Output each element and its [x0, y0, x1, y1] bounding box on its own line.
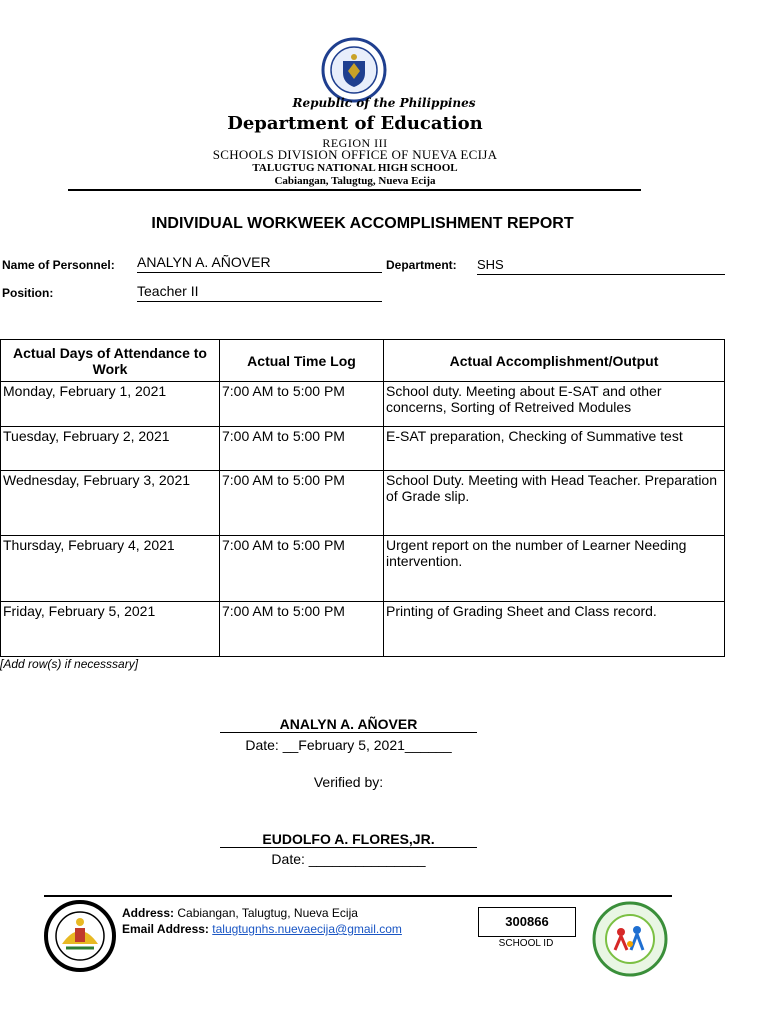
school-id-label: SCHOOL ID	[498, 938, 554, 949]
table-header-row	[1, 340, 725, 382]
republic-heading: Republic of the Philippines	[292, 96, 476, 110]
footer-divider	[44, 895, 672, 897]
time-cell: 7:00 AM to 5:00 PM	[220, 382, 384, 427]
table-row	[1, 536, 725, 602]
day-cell: Wednesday, February 3, 2021	[1, 471, 220, 536]
day-cell: Thursday, February 4, 2021	[1, 536, 220, 602]
school-heading: TALUGTUG NATIONAL HIGH SCHOOL	[252, 162, 458, 174]
deped-heading: Department of Education	[227, 113, 483, 134]
position-value: Teacher II	[137, 284, 382, 302]
department-value: SHS	[477, 257, 725, 275]
header-days: Actual Days of Attendance to Work	[1, 340, 220, 382]
footer-email-link[interactable]: talugtugnhs.nuevaecija@gmail.com	[212, 922, 402, 936]
accomplishment-table	[0, 339, 725, 657]
footer-address	[122, 906, 358, 920]
time-cell: 7:00 AM to 5:00 PM	[220, 602, 384, 657]
child-friendly-schools-logo	[591, 900, 669, 978]
footer-address-value: Cabiangan, Talugtug, Nueva Ecija	[177, 906, 358, 920]
verifier-name: EUDOLFO A. FLORES,JR.	[220, 831, 477, 848]
table-row	[1, 602, 725, 657]
output-cell: Printing of Grading Sheet and Class record.	[384, 602, 725, 657]
header-time-log: Actual Time Log	[220, 340, 384, 382]
output-cell: E-SAT preparation, Checking of Summative test	[384, 427, 725, 471]
preparer-name: ANALYN A. AÑOVER	[220, 716, 477, 733]
footer-email-label: Email Address:	[122, 922, 209, 936]
region-heading: REGION III	[322, 136, 388, 150]
report-title: INDIVIDUAL WORKWEEK ACCOMPLISHMENT REPORT	[151, 215, 574, 232]
header-output: Actual Accomplishment/Output	[384, 340, 725, 382]
output-cell: School Duty. Meeting with Head Teacher. Preparation of Grade slip.	[384, 471, 725, 536]
footer-address-label: Address:	[122, 906, 175, 920]
day-cell: Monday, February 1, 2021	[1, 382, 220, 427]
verifier-date: Date: _______________	[271, 851, 426, 867]
position-label: Position:	[2, 286, 54, 300]
table-row	[1, 427, 725, 471]
output-cell: Urgent report on the number of Learner Needing intervention.	[384, 536, 725, 602]
school-id-box: 300866	[478, 907, 576, 937]
division-heading: SCHOOLS DIVISION OFFICE OF NUEVA ECIJA	[212, 147, 498, 162]
day-cell: Friday, February 5, 2021	[1, 602, 220, 657]
school-address-heading: Cabiangan, Talugtug, Nueva Ecija	[274, 175, 436, 187]
table-row	[1, 471, 725, 536]
name-label: Name of Personnel:	[2, 258, 115, 272]
preparer-date: Date: __February 5, 2021______	[245, 737, 452, 753]
time-cell: 7:00 AM to 5:00 PM	[220, 536, 384, 602]
footer-email	[122, 922, 402, 936]
school-seal-logo	[44, 900, 116, 972]
name-value: ANALYN A. AÑOVER	[137, 255, 382, 273]
add-rows-note: [Add row(s) if necesssary]	[0, 657, 139, 671]
table-row	[1, 382, 725, 427]
verified-by-label: Verified by:	[313, 774, 384, 790]
time-cell: 7:00 AM to 5:00 PM	[220, 427, 384, 471]
deped-seal-logo	[321, 37, 387, 103]
header-divider	[68, 189, 641, 191]
department-label: Department:	[386, 258, 457, 272]
day-cell: Tuesday, February 2, 2021	[1, 427, 220, 471]
output-cell: School duty. Meeting about E-SAT and other concerns, Sorting of Retreived Modules	[384, 382, 725, 427]
time-cell: 7:00 AM to 5:00 PM	[220, 471, 384, 536]
